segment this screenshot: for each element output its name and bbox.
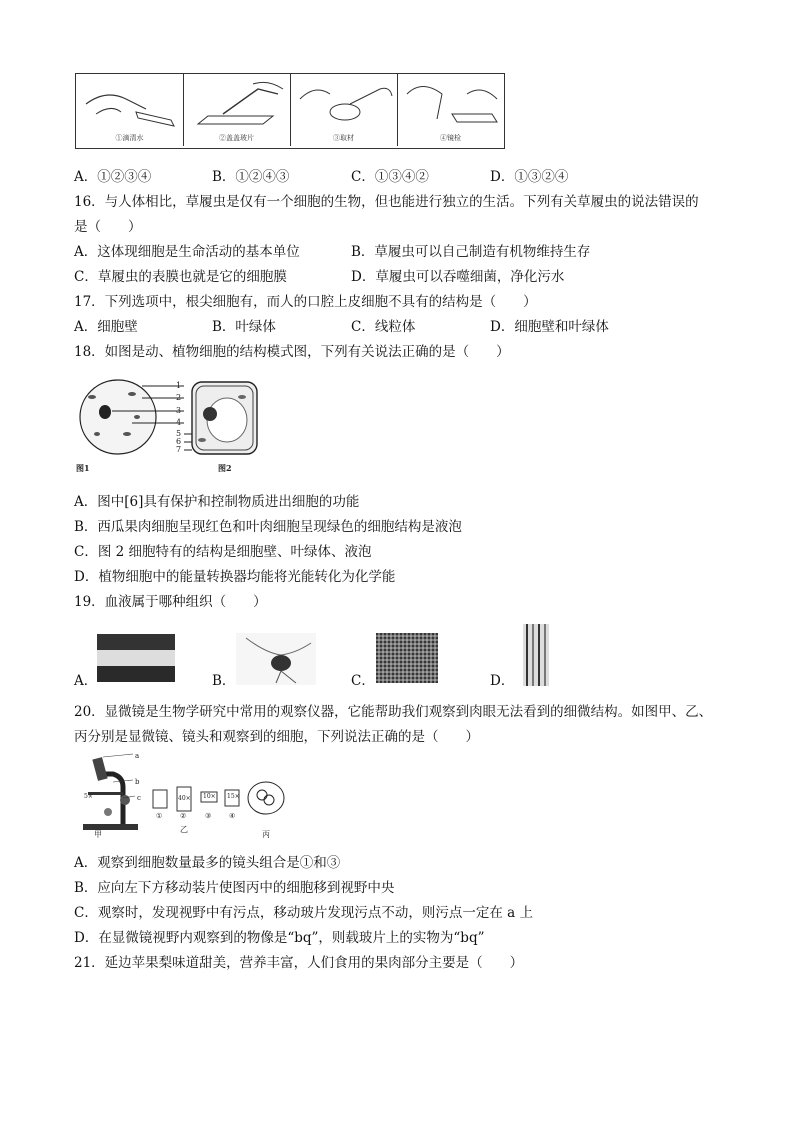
scope-letter-b: b bbox=[135, 778, 140, 786]
panel-3 bbox=[290, 74, 398, 146]
hand-coverslip-illustration bbox=[183, 74, 290, 134]
q17-option-c[interactable]: C．线粒体 bbox=[351, 319, 416, 335]
figure-1-label: 图1 bbox=[76, 463, 90, 473]
tissue-image-a bbox=[97, 634, 175, 684]
hand-sampling-illustration bbox=[290, 74, 397, 134]
cell-label-1: 1 bbox=[176, 381, 182, 390]
lens-number-2: ② bbox=[180, 812, 187, 820]
q17-option-d[interactable]: D．细胞壁和叶绿体 bbox=[490, 319, 609, 335]
caption-1: ①滴清水 bbox=[115, 134, 144, 142]
cell-label-7: 7 bbox=[176, 445, 182, 454]
q17-option-a[interactable]: A．细胞壁 bbox=[74, 319, 138, 335]
q18-option-b[interactable]: B．西瓜果肉细胞呈现红色和叶肉细胞呈现绿色的细胞结构是液泡 bbox=[74, 519, 462, 535]
panel-1 bbox=[76, 74, 184, 146]
panel-4 bbox=[397, 74, 504, 146]
q16-stem-line2: 是（ ） bbox=[74, 219, 142, 235]
q16-option-a[interactable]: A．这体现细胞是生命活动的基本单位 bbox=[74, 244, 300, 260]
q15-option-d[interactable]: D．①③②④ bbox=[490, 169, 569, 185]
q18-stem: 18．如图是动、植物细胞的结构模式图，下列有关说法正确的是（ ） bbox=[74, 344, 510, 360]
figure-yi-label: 乙 bbox=[180, 825, 188, 834]
hand-inspect-illustration bbox=[397, 74, 504, 134]
q15-figure bbox=[75, 73, 505, 149]
tissue-image-b bbox=[236, 633, 316, 685]
cell-label-3: 3 bbox=[176, 406, 182, 415]
lens-label-4: 15× bbox=[227, 793, 240, 800]
cell-label-6: 6 bbox=[176, 437, 182, 446]
lens-label-2: 40× bbox=[178, 795, 191, 802]
lens-number-4: ④ bbox=[229, 812, 236, 820]
q16-option-d[interactable]: D．草履虫可以吞噬细菌，净化污水 bbox=[351, 269, 565, 285]
figure-jia-label: 甲 bbox=[94, 830, 102, 839]
q19-option-a[interactable]: A． bbox=[74, 673, 98, 689]
q15-option-a[interactable]: A．①②③④ bbox=[74, 169, 152, 185]
q19-option-b[interactable]: B． bbox=[212, 673, 236, 689]
q15-option-c[interactable]: C．①③④② bbox=[351, 169, 429, 185]
q19-stem: 19．血液属于哪种组织（ ） bbox=[74, 594, 267, 610]
caption-2: ②盖盖玻片 bbox=[219, 134, 254, 142]
q21-stem: 21．延边苹果梨味道甜美，营养丰富，人们食用的果肉部分主要是（ ） bbox=[74, 955, 524, 971]
q20-option-a[interactable]: A．观察到细胞数量最多的镜头组合是①和③ bbox=[74, 855, 341, 871]
q20-stem-line1: 20．显微镜是生物学研究中常用的观察仪器，它能帮助我们观察到肉眼无法看到的细微结构。如图甲、乙、 bbox=[74, 704, 713, 720]
cell-label-4: 4 bbox=[176, 418, 182, 427]
q17-option-b[interactable]: B．叶绿体 bbox=[212, 319, 276, 335]
lens-label-3: 10× bbox=[203, 793, 216, 800]
q16-option-c[interactable]: C．草履虫的表膜也就是它的细胞膜 bbox=[74, 269, 287, 285]
q18-option-a[interactable]: A．图中[6]具有保护和控制物质进出细胞的功能 bbox=[74, 494, 360, 510]
q16-stem-line1: 16．与人体相比，草履虫是仅有一个细胞的生物，但也能进行独立的生活。下列有关草履虫的说法错误的 bbox=[74, 194, 699, 210]
lens-label-1: 5× bbox=[84, 793, 93, 800]
panel-2 bbox=[183, 74, 291, 146]
caption-4: ④镜检 bbox=[440, 134, 461, 142]
q20-stem-line2: 丙分别是显微镜、镜头和观察到的细胞，下列说法正确的是（ ） bbox=[74, 729, 479, 745]
tissue-image-c bbox=[376, 633, 438, 683]
q18-option-c[interactable]: C．图 2 细胞特有的结构是细胞壁、叶绿体、液泡 bbox=[74, 544, 372, 560]
q19-option-c[interactable]: C． bbox=[351, 673, 375, 689]
lens-number-1: ① bbox=[156, 812, 163, 820]
cell-label-2: 2 bbox=[176, 393, 182, 402]
q16-option-b[interactable]: B．草履虫可以自己制造有机物维持生存 bbox=[351, 244, 591, 260]
scope-letter-a: a bbox=[135, 752, 140, 760]
q20-option-c[interactable]: C．观察时，发现视野中有污点，移动玻片发现污点不动，则污点一定在 a 上 bbox=[74, 905, 533, 921]
tissue-image-d bbox=[521, 624, 551, 686]
q20-option-d[interactable]: D．在显微镜视野内观察到的物像是“bq”，则载玻片上的实物为“bq” bbox=[74, 930, 485, 946]
q18-option-d[interactable]: D．植物细胞中的能量转换器均能将光能转化为化学能 bbox=[74, 569, 396, 585]
cell-label-5: 5 bbox=[176, 429, 182, 438]
lens-number-3: ③ bbox=[205, 812, 212, 820]
figure-2-label: 图2 bbox=[218, 463, 232, 473]
q15-option-b[interactable]: B．①②④③ bbox=[212, 169, 290, 185]
cell-diagram bbox=[72, 372, 272, 472]
q17-stem: 17．下列选项中，根尖细胞有，而人的口腔上皮细胞不具有的结构是（ ） bbox=[74, 294, 537, 310]
caption-3: ③取材 bbox=[333, 134, 354, 142]
q20-option-b[interactable]: B．应向左下方移动装片使图丙中的细胞移到视野中央 bbox=[74, 880, 395, 896]
hand-dropper-illustration bbox=[76, 74, 183, 134]
figure-bing-label: 丙 bbox=[262, 830, 270, 839]
scope-letter-c: c bbox=[137, 794, 141, 802]
q19-option-d[interactable]: D． bbox=[490, 673, 515, 689]
